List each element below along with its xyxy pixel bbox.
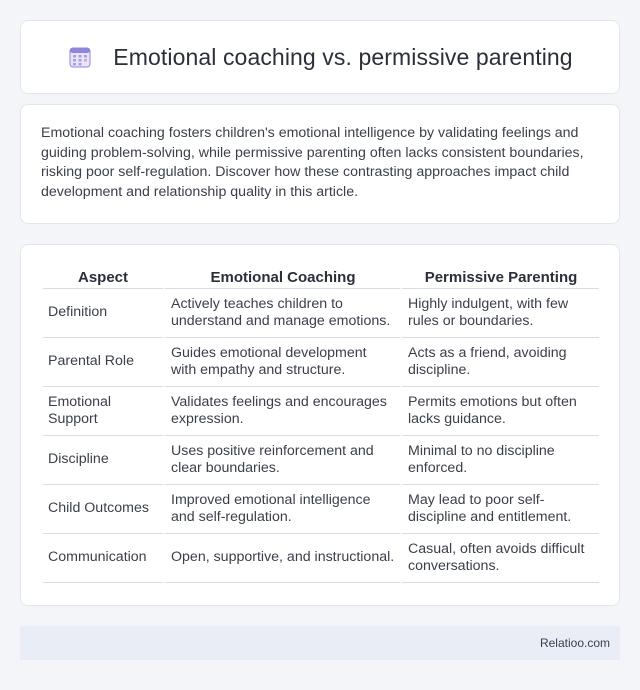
emotional-coaching-cell: Actively teaches children to understand and manage emotions.	[163, 289, 400, 338]
table-row	[43, 485, 599, 534]
aspect-cell: Discipline	[43, 436, 163, 485]
emotional-coaching-cell: Open, supportive, and instructional.	[163, 534, 400, 583]
table-row	[43, 338, 599, 387]
intro-card	[20, 104, 620, 224]
emotional-coaching-cell: Improved emotional intelligence and self-regulation.	[163, 485, 400, 534]
emotional-coaching-cell: Validates feelings and encourages expression.	[163, 387, 400, 436]
permissive-parenting-cell: May lead to poor self-discipline and entitlement.	[400, 485, 599, 534]
header-card	[20, 20, 620, 94]
permissive-parenting-cell: Casual, often avoids difficult conversations.	[400, 534, 599, 583]
aspect-cell: Definition	[43, 289, 163, 338]
column-header-emotional-coaching: Emotional Coaching	[163, 267, 400, 289]
permissive-parenting-cell: Permits emotions but often lacks guidance.	[400, 387, 599, 436]
emotional-coaching-cell: Guides emotional development with empathy and structure.	[163, 338, 400, 387]
column-header-permissive-parenting: Permissive Parenting	[400, 267, 599, 289]
aspect-cell: Communication	[43, 534, 163, 583]
table-row	[43, 534, 599, 583]
aspect-cell: Emotional Support	[43, 387, 163, 436]
aspect-cell: Child Outcomes	[43, 485, 163, 534]
table-header-row	[43, 267, 599, 289]
footer-brand: Relatioo.com	[539, 636, 610, 650]
permissive-parenting-cell: Highly indulgent, with few rules or boundaries.	[400, 289, 599, 338]
table-row	[43, 436, 599, 485]
aspect-cell: Parental Role	[43, 338, 163, 387]
emotional-coaching-cell: Uses positive reinforcement and clear boundaries.	[163, 436, 400, 485]
column-header-aspect: Aspect	[43, 267, 163, 289]
permissive-parenting-cell: Minimal to no discipline enforced.	[400, 436, 599, 485]
calendar-grid-icon	[67, 44, 93, 70]
comparison-table-card	[20, 244, 620, 606]
footer	[20, 626, 620, 660]
intro-text: Emotional coaching fosters children's emotional intelligence by validating feelings and guiding problem-solving, while permissive parenting often lacks consistent boundaries, risking poor self-regulation. Discover how these contrasting approaches impact child development and relationship quality in this article.	[41, 125, 584, 200]
permissive-parenting-cell: Acts as a friend, avoiding discipline.	[400, 338, 599, 387]
table-row	[43, 387, 599, 436]
table-row	[43, 289, 599, 338]
comparison-table	[43, 267, 599, 583]
page-title: Emotional coaching vs. permissive parenting	[113, 43, 573, 70]
header	[67, 44, 572, 71]
